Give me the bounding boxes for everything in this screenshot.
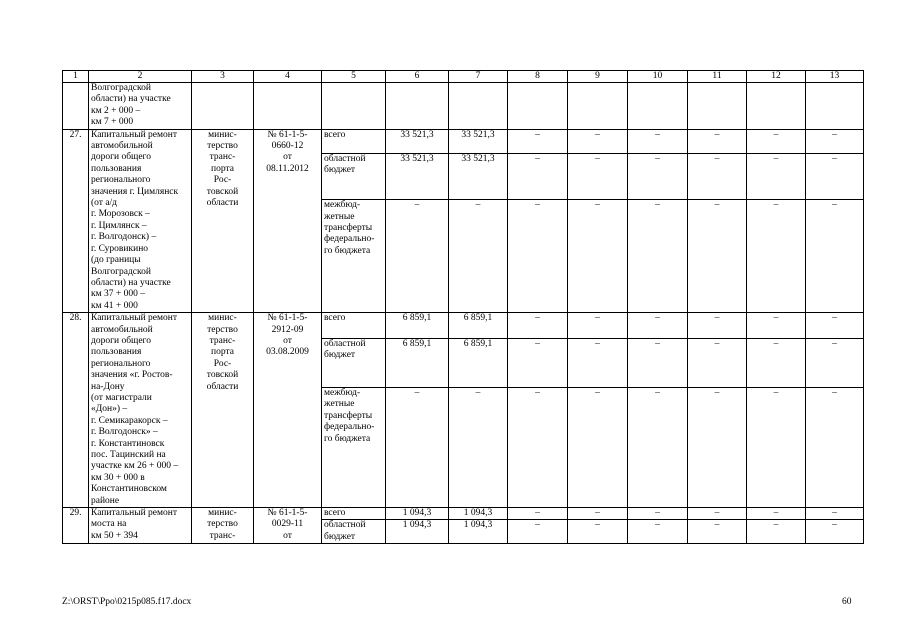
value-cell: – [806,153,864,199]
header-cell: 9 [568,71,628,83]
value-cell: – [747,129,806,153]
value-cell: – [806,388,864,508]
value-cell: 33 521,3 [386,129,449,153]
value-cell: – [508,508,568,520]
header-cell: 13 [806,71,864,83]
table-row [63,508,864,520]
header-cell: 6 [386,71,449,83]
value-cell: – [806,313,864,339]
funding-source: всего [322,129,386,153]
funding-source: всего [322,508,386,520]
value-cell: – [688,129,747,153]
header-cell: 12 [747,71,806,83]
value-cell: – [688,153,747,199]
header-cell: 5 [322,71,386,83]
customer-org: минис- терство транс- [192,508,254,544]
value-cell: 6 859,1 [449,313,508,339]
table-row [63,129,864,153]
value-cell: 6 859,1 [386,313,449,339]
value-cell: 1 094,3 [386,520,449,544]
data-table [62,70,864,544]
header-cell: 11 [688,71,747,83]
value-cell: – [508,520,568,544]
value-cell: – [747,153,806,199]
value-cell: – [688,338,747,387]
value-cell: – [508,153,568,199]
funding-source: всего [322,313,386,339]
object-name: Волгоградской области) на участке км 2 + 000 – км 7 + 000 [89,83,192,130]
value-cell: 1 094,3 [449,520,508,544]
header-cell: 10 [628,71,688,83]
value-cell: – [747,520,806,544]
value-cell: – [386,388,449,508]
value-cell: – [806,520,864,544]
value-cell: – [508,388,568,508]
value-cell: – [508,313,568,339]
value-cell: – [688,200,747,313]
footer-filename: Z:\ORST\Ppo\0215p085.f17.docx [62,597,192,607]
value-cell: – [806,200,864,313]
value-cell: 33 521,3 [449,153,508,199]
value-cell: 6 859,1 [386,338,449,387]
funding-source: областной бюджет [322,520,386,544]
value-cell: – [806,129,864,153]
value-cell: – [628,508,688,520]
funding-source: областной бюджет [322,338,386,387]
value-cell: 1 094,3 [386,508,449,520]
document-ref: № 61-1-5- 0029-11 от [254,508,322,544]
value-cell: 33 521,3 [449,129,508,153]
object-name: Капитальный ремонт автомобильной дороги общего пользования регионального значения «г. Ростов- на-Дону (от магистрали «Дон») – г. Семикаракорск – г. Волгодонск» – г. Константиновск пос. Тацинский на участке км 26 + 000 – км 30 + 000 в Константиновском районе [89,313,192,508]
page-number: 60 [842,597,852,607]
value-cell: – [568,313,628,339]
table-row [63,313,864,339]
customer-org: минис- терство транс- порта Рос- товской области [192,313,254,508]
value-cell: – [628,129,688,153]
value-cell: – [568,338,628,387]
value-cell: – [806,508,864,520]
value-cell: – [508,200,568,313]
value-cell: – [628,313,688,339]
header-cell: 8 [508,71,568,83]
header-cell: 3 [192,71,254,83]
header-row [63,71,864,83]
value-cell: – [688,508,747,520]
row-number: 29. [63,508,89,544]
value-cell: – [688,388,747,508]
row-number: 27. [63,129,89,313]
value-cell: – [747,200,806,313]
value-cell: – [628,153,688,199]
value-cell: – [747,508,806,520]
header-cell: 4 [254,71,322,83]
value-cell: – [568,508,628,520]
value-cell: – [449,388,508,508]
funding-source: областной бюджет [322,153,386,199]
value-cell: – [508,338,568,387]
value-cell: – [806,338,864,387]
funding-source: межбюд- жетные трансферты федерально- го бюджета [322,388,386,508]
value-cell: 1 094,3 [449,508,508,520]
value-cell: 6 859,1 [449,338,508,387]
customer-org: минис- терство транс- порта Рос- товской области [192,129,254,313]
value-cell: – [747,338,806,387]
value-cell: – [568,153,628,199]
value-cell: – [628,200,688,313]
header-cell: 7 [449,71,508,83]
document-ref: № 61-1-5- 0660-12 от 08.11.2012 [254,129,322,313]
value-cell: – [568,200,628,313]
value-cell: – [568,520,628,544]
value-cell: – [747,388,806,508]
value-cell: – [508,129,568,153]
row-number: 28. [63,313,89,508]
header-cell: 1 [63,71,89,83]
continuation-row [63,83,864,130]
object-name: Капитальный ремонт автомобильной дороги общего пользования регионального значения г. Цимлянск (от а/д г. Морозовск – г. Цимлянск – г. Волгодонск) – г. Суровикино (до границы Волгоградской области) на участке км 37 + 000 – км 41 + 000 [89,129,192,313]
funding-source: межбюд- жетные трансферты федерально- го бюджета [322,200,386,313]
value-cell: – [568,388,628,508]
header-cell: 2 [89,71,192,83]
value-cell: – [628,338,688,387]
value-cell: – [628,520,688,544]
value-cell: – [568,129,628,153]
object-name: Капитальный ремонт моста на км 50 + 394 [89,508,192,544]
value-cell: – [688,313,747,339]
document-ref: № 61-1-5- 2912-09 от 03.08.2009 [254,313,322,508]
value-cell: – [386,200,449,313]
value-cell: – [747,313,806,339]
value-cell: 33 521,3 [386,153,449,199]
value-cell: – [628,388,688,508]
value-cell: – [688,520,747,544]
value-cell: – [449,200,508,313]
